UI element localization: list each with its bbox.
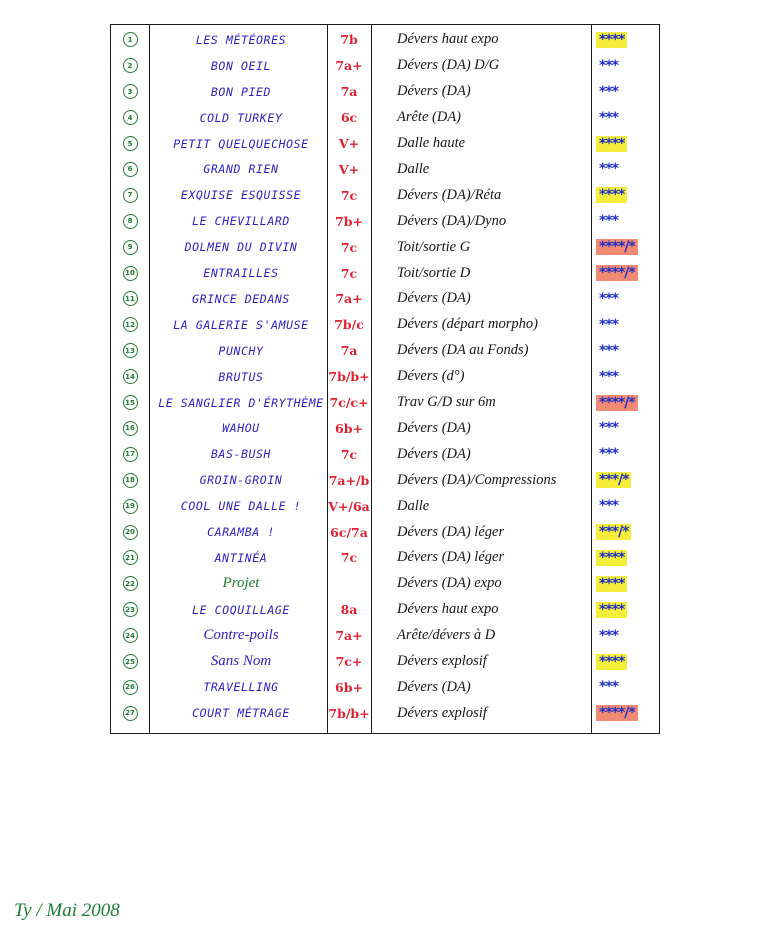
route-row [111, 79, 659, 105]
route-row [111, 571, 659, 597]
route-grade: 7a+ [335, 628, 363, 644]
route-number-cell [111, 286, 149, 312]
route-grade: V+ [338, 136, 360, 152]
route-grade: 7c [340, 239, 358, 255]
route-description: Toit/sortie D [397, 264, 471, 281]
route-rating [593, 390, 659, 416]
route-number-cell [111, 157, 149, 183]
star-rating: *** [599, 213, 618, 230]
route-rating [593, 27, 659, 53]
route-name: BRUTUS [218, 369, 264, 384]
route-row [111, 364, 659, 390]
route-row [111, 390, 659, 416]
route-row [111, 157, 659, 183]
route-rating [593, 131, 659, 157]
route-row [111, 416, 659, 442]
route-number: 21 [123, 550, 138, 565]
route-grade: 7b/b+ [328, 705, 370, 721]
route-rating [593, 286, 659, 312]
route-description: Dévers (DA) D/G [397, 57, 500, 74]
route-number: 1 [123, 32, 138, 47]
route-grade: 7a [340, 343, 358, 359]
route-number-cell [111, 208, 149, 234]
route-number-cell [111, 597, 149, 623]
route-row [111, 27, 659, 53]
route-rating [593, 597, 659, 623]
route-name: Sans Nom [210, 653, 272, 670]
route-row [111, 519, 659, 545]
route-number-cell [111, 312, 149, 338]
route-number-cell [111, 27, 149, 53]
star-rating: *** [599, 342, 618, 359]
route-row [111, 597, 659, 623]
route-row [111, 493, 659, 519]
star-rating: *** [599, 290, 618, 307]
route-rating [593, 79, 659, 105]
route-description: Dévers (DA) [397, 290, 471, 307]
route-table [110, 24, 660, 734]
route-description: Dévers explosif [397, 704, 487, 721]
route-description: Trav G/D sur 6m [397, 394, 496, 411]
route-description: Dalle [397, 497, 430, 514]
route-name: PETIT QUELQUECHOSE [173, 136, 309, 151]
route-rating [593, 545, 659, 571]
route-number: 14 [123, 369, 138, 384]
route-number-cell [111, 441, 149, 467]
route-name: BON PIED [210, 84, 272, 99]
route-description: Dévers (DA)/Compressions [397, 471, 557, 488]
route-row [111, 105, 659, 131]
route-number-cell [111, 390, 149, 416]
route-row [111, 312, 659, 338]
star-rating: ****/* [596, 265, 638, 281]
route-rating [593, 700, 659, 726]
route-row [111, 53, 659, 79]
route-grade: 7a [340, 84, 358, 100]
route-description: Dalle [397, 160, 430, 177]
route-rating [593, 493, 659, 519]
route-name: BON OEIL [210, 58, 272, 73]
route-rating [593, 571, 659, 597]
route-rating [593, 364, 659, 390]
star-rating: *** [599, 420, 618, 437]
route-number-cell [111, 467, 149, 493]
route-grade: 7c+ [335, 654, 363, 670]
route-grade: V+/6a [328, 498, 370, 514]
route-grade: 7c [340, 265, 358, 281]
route-grade: 6c [340, 110, 358, 126]
route-description: Dévers (DA) [397, 83, 471, 100]
route-number-cell [111, 364, 149, 390]
route-number-cell [111, 571, 149, 597]
route-name: EXQUISE ESQUISSE [180, 188, 302, 203]
route-number: 10 [123, 266, 138, 281]
star-rating: *** [599, 368, 618, 385]
route-description: Toit/sortie G [397, 238, 471, 255]
star-rating: *** [599, 316, 618, 333]
route-number-cell [111, 234, 149, 260]
route-name: COURT MÉTRAGE [192, 706, 290, 721]
route-number-cell [111, 131, 149, 157]
route-rating [593, 649, 659, 675]
route-number-cell [111, 545, 149, 571]
route-description: Dévers (DA) léger [397, 549, 505, 566]
route-rating [593, 260, 659, 286]
route-name: Projet [222, 575, 260, 592]
route-number: 2 [123, 58, 138, 73]
route-number-cell [111, 105, 149, 131]
route-number: 5 [123, 136, 138, 151]
route-row [111, 260, 659, 286]
route-row [111, 675, 659, 701]
route-row [111, 467, 659, 493]
route-number-cell [111, 623, 149, 649]
star-rating: **** [596, 654, 627, 670]
star-rating: ****/* [596, 239, 638, 255]
route-row [111, 234, 659, 260]
route-number: 3 [123, 84, 138, 99]
star-rating: *** [599, 679, 618, 696]
route-row [111, 131, 659, 157]
route-name: COLD TURKEY [199, 110, 283, 125]
route-grade [329, 571, 369, 597]
route-grade: 7c [340, 446, 358, 462]
route-number-cell [111, 416, 149, 442]
route-number: 24 [123, 628, 138, 643]
route-name: LE CHEVILLARD [192, 214, 290, 229]
route-grade: 7b/c [334, 317, 364, 333]
route-description: Dévers (DA) [397, 419, 471, 436]
route-number-cell [111, 79, 149, 105]
route-grade: 7c [340, 187, 358, 203]
route-row [111, 441, 659, 467]
route-grade: 7a+/b [328, 472, 370, 488]
route-name: PUNCHY [218, 343, 264, 358]
route-grade: 7b/b+ [328, 369, 370, 385]
route-rating [593, 338, 659, 364]
star-rating: *** [599, 498, 618, 515]
route-name: COOL UNE DALLE ! [180, 499, 302, 514]
route-row [111, 545, 659, 571]
route-number-cell [111, 675, 149, 701]
route-rating [593, 467, 659, 493]
route-name: GRINCE DEDANS [192, 291, 290, 306]
route-rating [593, 208, 659, 234]
route-name: Contre-poils [203, 627, 279, 644]
route-row [111, 649, 659, 675]
star-rating: *** [599, 627, 618, 644]
route-number: 9 [123, 240, 138, 255]
route-rating [593, 182, 659, 208]
route-description: Dévers (DA) expo [397, 575, 502, 592]
route-rating [593, 105, 659, 131]
route-number: 11 [123, 291, 138, 306]
route-grade: 7c [340, 550, 358, 566]
route-description: Arête (DA) [397, 109, 462, 126]
route-grade: 6c/7a [330, 524, 368, 540]
route-row [111, 208, 659, 234]
star-rating: *** [599, 57, 618, 74]
route-number: 27 [123, 706, 138, 721]
route-row [111, 700, 659, 726]
route-description: Dévers (DA)/Dyno [397, 212, 507, 229]
route-number-cell [111, 493, 149, 519]
route-name: DOLMEN DU DIVIN [184, 240, 298, 255]
route-grade: 7a+ [335, 291, 363, 307]
route-description: Dévers (DA au Fonds) [397, 342, 529, 359]
route-number: 7 [123, 188, 138, 203]
route-number: 15 [123, 395, 138, 410]
route-name: CARAMBA ! [207, 525, 275, 540]
route-grade: 7b+ [335, 213, 363, 229]
route-grade: 7c/c+ [329, 395, 369, 411]
route-number-cell [111, 260, 149, 286]
route-rating [593, 312, 659, 338]
star-rating: **** [596, 550, 627, 566]
route-number: 18 [123, 473, 138, 488]
route-row [111, 338, 659, 364]
route-number: 25 [123, 654, 138, 669]
route-description: Dévers (DA) [397, 445, 471, 462]
route-number: 13 [123, 343, 138, 358]
route-rating [593, 441, 659, 467]
route-description: Dévers (DA)/Réta [397, 186, 502, 203]
star-rating: ***/* [596, 472, 631, 488]
star-rating: **** [596, 32, 627, 48]
star-rating: *** [599, 83, 618, 100]
star-rating: ***/* [596, 524, 631, 540]
route-grade: 6b+ [335, 679, 363, 695]
star-rating: ****/* [596, 395, 638, 411]
route-number: 12 [123, 317, 138, 332]
route-number: 26 [123, 680, 138, 695]
route-name: LE SANGLIER D'ÉRYTHÈME [158, 395, 324, 410]
signature: Ty / Mai 2008 [14, 900, 120, 921]
route-number-cell [111, 649, 149, 675]
route-description: Dévers (d°) [397, 368, 465, 385]
route-grade: 7a+ [335, 58, 363, 74]
route-rating [593, 234, 659, 260]
route-description: Dévers explosif [397, 653, 487, 670]
route-rating [593, 623, 659, 649]
star-rating: **** [596, 602, 627, 618]
route-number-cell [111, 519, 149, 545]
route-rating [593, 675, 659, 701]
route-number-cell [111, 700, 149, 726]
route-description: Dalle haute [397, 135, 466, 152]
route-number: 8 [123, 214, 138, 229]
route-name: GRAND RIEN [203, 162, 279, 177]
star-rating: ****/* [596, 705, 638, 721]
route-name: ENTRAILLES [203, 266, 279, 281]
route-description: Dévers (DA) [397, 678, 471, 695]
route-name: BAS-BUSH [210, 447, 272, 462]
route-number: 19 [123, 499, 138, 514]
route-number: 6 [123, 162, 138, 177]
route-rating [593, 416, 659, 442]
route-grade: 6b+ [335, 420, 363, 436]
star-rating: **** [596, 187, 627, 203]
route-number-cell [111, 182, 149, 208]
route-description: Dévers (départ morpho) [397, 316, 538, 333]
star-rating: *** [599, 446, 618, 463]
route-row [111, 286, 659, 312]
route-name: LE COQUILLAGE [192, 602, 290, 617]
route-name: GROIN-GROIN [199, 473, 283, 488]
route-rating [593, 53, 659, 79]
route-number: 20 [123, 525, 138, 540]
route-number: 16 [123, 421, 138, 436]
route-grade: 8a [340, 602, 358, 618]
route-row [111, 623, 659, 649]
route-rating [593, 157, 659, 183]
route-name: ANTINÉA [214, 550, 268, 565]
star-rating: *** [599, 109, 618, 126]
route-number: 22 [123, 576, 138, 591]
route-number-cell [111, 53, 149, 79]
route-description: Dévers (DA) léger [397, 523, 505, 540]
star-rating: **** [596, 136, 627, 152]
route-number-cell [111, 338, 149, 364]
route-name: LA GALERIE S'AMUSE [173, 317, 309, 332]
route-description: Dévers haut expo [397, 601, 499, 618]
route-number: 23 [123, 602, 138, 617]
route-name: WAHOU [222, 421, 260, 436]
route-name: TRAVELLING [203, 680, 279, 695]
star-rating: *** [599, 161, 618, 178]
route-grade: V+ [338, 161, 360, 177]
route-grade: 7b [340, 32, 358, 48]
route-rating [593, 519, 659, 545]
route-number: 4 [123, 110, 138, 125]
route-name: LES MÉTÉORES [195, 32, 287, 47]
star-rating: **** [596, 576, 627, 592]
route-number: 17 [123, 447, 138, 462]
route-description: Arête/dévers à D [397, 627, 496, 644]
route-description: Dévers haut expo [397, 31, 499, 48]
route-row [111, 182, 659, 208]
